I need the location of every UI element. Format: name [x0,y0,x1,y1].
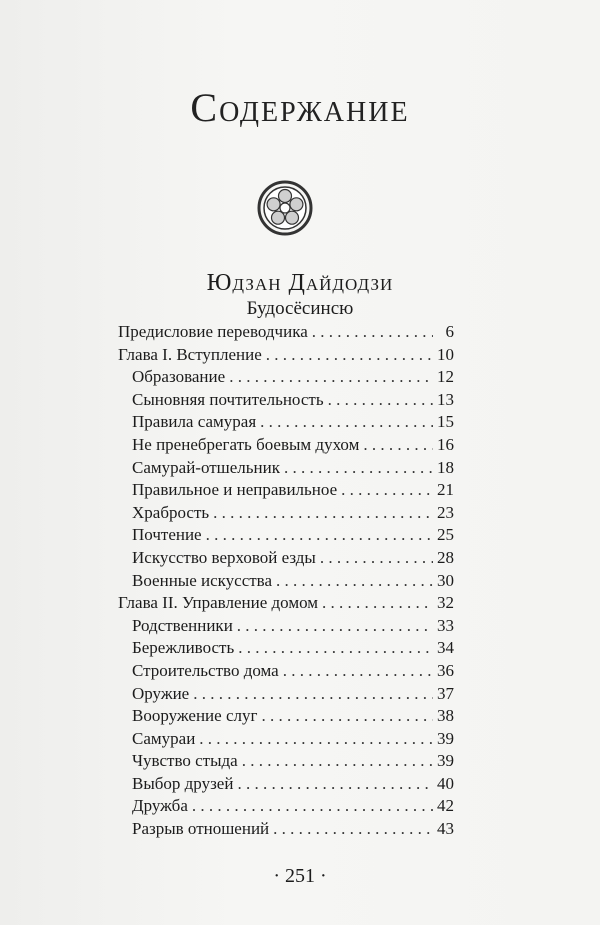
toc-entry [118,502,454,525]
toc-leader-dots [312,321,433,344]
toc-leader-dots [328,389,433,412]
toc-leader-dots [363,434,433,457]
toc-entry-page: 10 [437,344,454,364]
toc-entry-page: 40 [437,773,454,793]
toc-entry [118,434,454,457]
toc-entry [118,750,454,773]
toc-leader-dots [193,683,433,706]
toc-entry-label: Родственники [132,615,233,635]
toc-entry [118,705,454,728]
toc-entry-label: Оружие [132,683,190,703]
toc-entry-label: Правильное и неправильное [132,480,338,500]
toc-entry-label: Глава II. Управление домом [118,593,319,613]
toc-entry [118,366,454,389]
toc-entry-page: 23 [437,502,454,522]
toc-leader-dots [261,705,433,728]
toc-entry-page: 36 [437,660,454,680]
toc-entry [118,683,454,706]
toc-entry-page: 15 [437,412,454,432]
toc-leader-dots [284,457,433,480]
toc-entry-page: 34 [437,638,454,658]
toc-leader-dots [199,728,433,751]
toc-entry [118,570,454,593]
toc-entry-page: 6 [445,322,454,341]
toc-entry-label: Предисловие переводчика [118,322,308,341]
toc-entry [118,321,454,344]
toc-entry [118,615,454,638]
toc-leader-dots [260,411,433,434]
toc-entry-label: Дружба [132,796,188,816]
page-number: · 251 · [273,865,327,887]
toc-entry-label: Военные искусства [132,570,273,590]
toc-entry-page: 43 [437,819,454,839]
page-title: Содержание [190,85,410,130]
toc-entry-label: Самураи [132,728,196,748]
toc-leader-dots [229,366,433,389]
toc-entry-page: 21 [437,480,454,500]
toc-entry-label: Самурай-отшельник [132,457,280,477]
toc-entry-page: 30 [437,570,454,590]
toc-entry-page: 39 [437,728,454,748]
toc-entry-page: 12 [437,367,454,387]
toc-entry-page: 32 [437,593,454,613]
toc-leader-dots [322,592,433,615]
toc-entry-label: Чувство стыда [132,751,238,771]
toc-entry-label: Храбрость [132,502,210,522]
toc-entry-label: Строительство дома [132,660,279,680]
table-of-contents [118,321,454,841]
toc-entry-label: Искусство верховой езды [132,547,316,567]
toc-leader-dots [242,750,433,773]
toc-leader-dots [213,502,433,525]
toc-entry [118,660,454,683]
toc-entry [118,344,454,367]
toc-leader-dots [341,479,433,502]
toc-leader-dots [320,547,433,570]
toc-entry-label: Почтение [132,525,202,545]
toc-entry-label: Вооружение слуг [132,706,258,726]
toc-entry-label: Глава I. Вступление [118,344,262,364]
book-title: Будосёсинсю [246,298,354,319]
toc-entry [118,411,454,434]
toc-entry-page: 38 [437,706,454,726]
toc-leader-dots [206,524,433,547]
mon-crest-icon [257,180,313,236]
toc-entry [118,773,454,796]
toc-leader-dots [237,773,433,796]
toc-leader-dots [192,795,433,818]
toc-entry [118,389,454,412]
toc-leader-dots [273,818,433,841]
toc-entry-page: 13 [437,389,454,409]
toc-leader-dots [238,637,433,660]
toc-entry [118,457,454,480]
toc-entry-page: 33 [437,615,454,635]
toc-entry [118,479,454,502]
author-name: Юдзан Дайдодзи [206,270,394,296]
toc-entry-page: 37 [437,683,454,703]
toc-entry-label: Бережливость [132,638,235,658]
toc-entry-label: Не пренебрегать боевым духом [132,434,360,454]
toc-entry-page: 28 [437,547,454,567]
toc-entry-label: Образование [132,367,226,387]
toc-entry-page: 18 [437,457,454,477]
toc-entry-label: Выбор друзей [132,773,234,793]
toc-entry-page: 39 [437,751,454,771]
toc-entry-label: Сыновняя почтительность [132,389,324,409]
toc-entry [118,795,454,818]
toc-entry-label: Правила самурая [132,412,257,432]
toc-entry-page: 16 [437,434,454,454]
toc-entry [118,547,454,570]
toc-entry-page: 25 [437,525,454,545]
toc-entry [118,818,454,841]
toc-entry [118,637,454,660]
toc-entry-label: Разрыв отношений [132,819,270,839]
toc-entry [118,728,454,751]
toc-leader-dots [276,570,433,593]
toc-leader-dots [283,660,433,683]
toc-leader-dots [266,344,433,367]
toc-entry-page: 42 [437,796,454,816]
toc-entry [118,592,454,615]
toc-leader-dots [237,615,433,638]
toc-entry [118,524,454,547]
